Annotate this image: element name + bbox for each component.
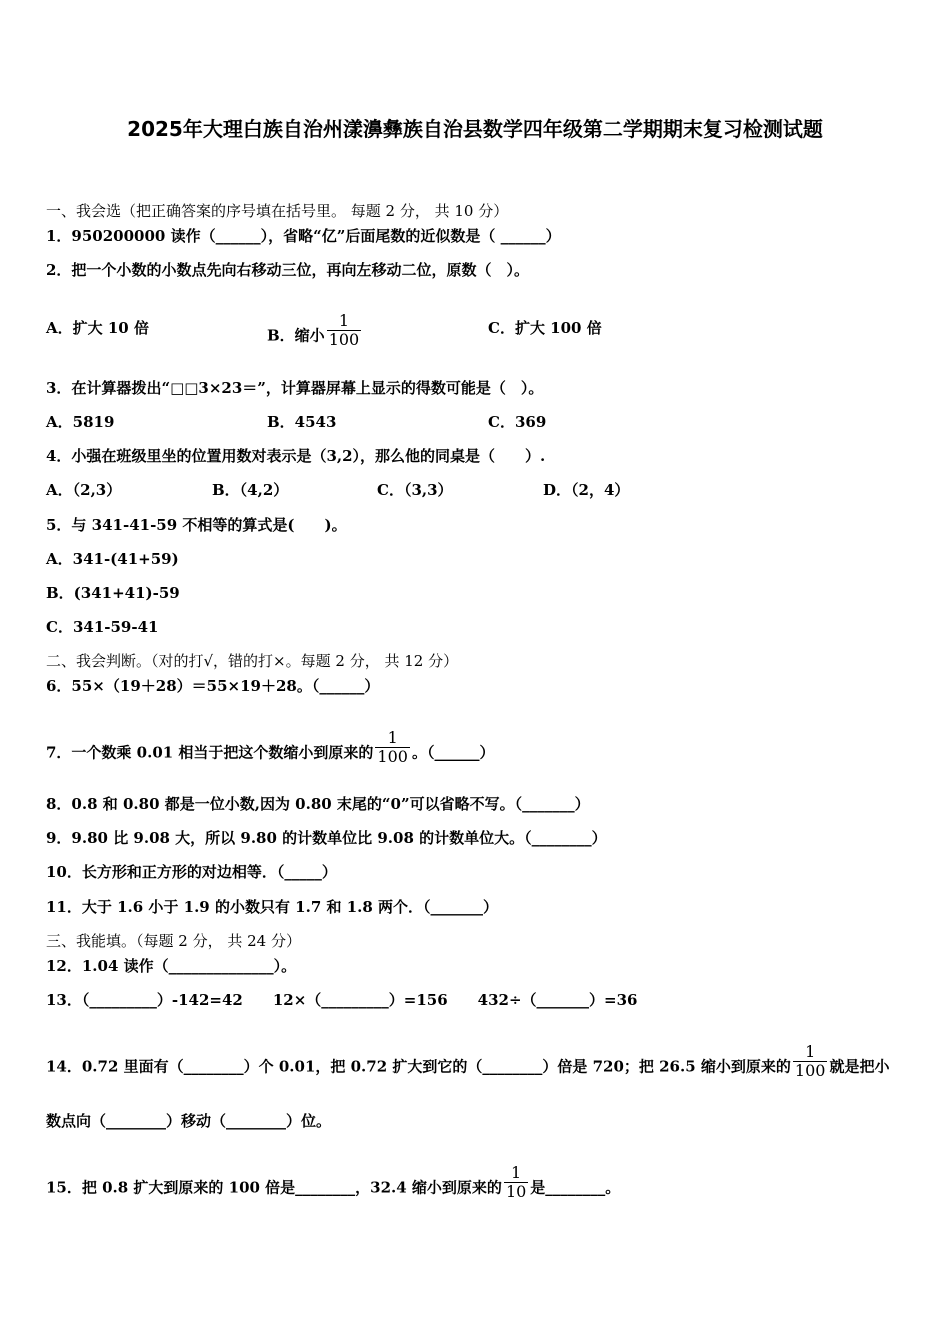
page-title: 2025年大理白族自治州漾濞彝族自治县数学四年级第二学期期末复习检测试题: [127, 117, 823, 141]
q3-option-a: A．5819: [46, 413, 115, 431]
q15-text: 15．把 0.8 扩大到原来的 100 倍是________，32.4 缩小到原来的: [46, 1178, 502, 1197]
question-1: 1．950200000 读作（______），省略“亿”后面尾数的近似数是（ ______）: [46, 227, 561, 245]
q2-option-a: A．扩大 10 倍: [46, 319, 149, 337]
fraction-numerator: 1: [805, 1042, 816, 1061]
question-3: 3．在计算器拨出“□□3×23＝”，计算器屏幕上显示的得数可能是（ ）。: [46, 379, 544, 397]
question-7: [46, 728, 495, 772]
q3-option-c: C．369: [488, 413, 547, 431]
fraction: [327, 312, 362, 349]
fraction-denominator: 100: [328, 330, 360, 349]
q14-text-end: 就是把小: [829, 1057, 890, 1076]
q14-text: 14．0.72 里面有（________）个 0.01，把 0.72 扩大到它的（________）倍是 720；把 26.5 缩小到原来的: [46, 1057, 791, 1076]
question-5: 5．与 341-41-59 不相等的算式是( )。: [46, 516, 347, 534]
q2-option-c: C．扩大 100 倍: [488, 319, 602, 337]
question-9: 9．9.80 比 9.08 大，所以 9.80 的计数单位比 9.08 的计数单位大。（________）: [46, 829, 607, 847]
fraction-numerator: 1: [511, 1163, 522, 1182]
q4-option-c: C．（3,3）: [377, 481, 453, 499]
fraction-denominator: 100: [377, 747, 408, 766]
question-14: [46, 1042, 890, 1086]
q7-text: 7．一个数乘 0.01 相当于把这个数缩小到原来的: [46, 743, 374, 762]
section-3-heading: 三、我能填。（每题 2 分， 共 24 分）: [46, 932, 301, 950]
question-2: 2．把一个小数的小数点先向右移动三位，再向左移动二位，原数（ ）。: [46, 261, 529, 279]
question-14-continued: 数点向（________）移动（________）位。: [46, 1112, 332, 1130]
question-12: 12．1.04 读作（______________）。: [46, 957, 297, 975]
question-6: 6．55×（19＋28）＝55×19＋28。（______）: [46, 677, 380, 695]
fraction: [375, 729, 410, 766]
q3-option-b: B．4543: [267, 413, 337, 431]
question-13: 13．（_________）-142=42 12×（_________）=156 432÷（_______）=36: [46, 991, 638, 1009]
question-4: 4．小强在班级里坐的位置用数对表示是（3,2），那么他的同桌是（ ）.: [46, 447, 546, 465]
question-11: 11．大于 1.6 小于 1.9 的小数只有 1.7 和 1.8 两个．（_______）: [46, 898, 499, 916]
q2-option-b: [267, 311, 363, 355]
q4-option-d: D．（2，4）: [543, 481, 630, 499]
q4-option-a: A．（2,3）: [46, 481, 122, 499]
fraction-numerator: 1: [338, 311, 350, 330]
question-15: [46, 1163, 621, 1207]
fraction-denominator: 100: [794, 1061, 826, 1080]
q5-option-c: C．341-59-41: [46, 618, 159, 636]
question-8: 8．0.8 和 0.80 都是一位小数,因为 0.80 末尾的“0”可以省略不写。（_______）: [46, 795, 590, 813]
fraction: [793, 1043, 828, 1080]
q4-option-b: B．（4,2）: [212, 481, 289, 499]
fraction-numerator: 1: [387, 728, 398, 747]
q2-option-b-label: B．缩小: [267, 326, 325, 345]
section-1-heading: 一、我会选（把正确答案的序号填在括号里。 每题 2 分， 共 10 分）: [46, 202, 509, 220]
section-2-heading: 二、我会判断。（对的打√，错的打×。每题 2 分， 共 12 分）: [46, 652, 459, 670]
q5-option-b: B．(341+41)-59: [46, 584, 180, 602]
fraction-denominator: 10: [505, 1182, 527, 1201]
q5-option-a: A．341-(41+59): [46, 550, 179, 568]
q15-text-end: 是________。: [530, 1178, 621, 1197]
question-10: 10．长方形和正方形的对边相等．（_____）: [46, 863, 337, 881]
fraction: [504, 1164, 528, 1201]
q7-blank: 。（______）: [411, 743, 495, 762]
